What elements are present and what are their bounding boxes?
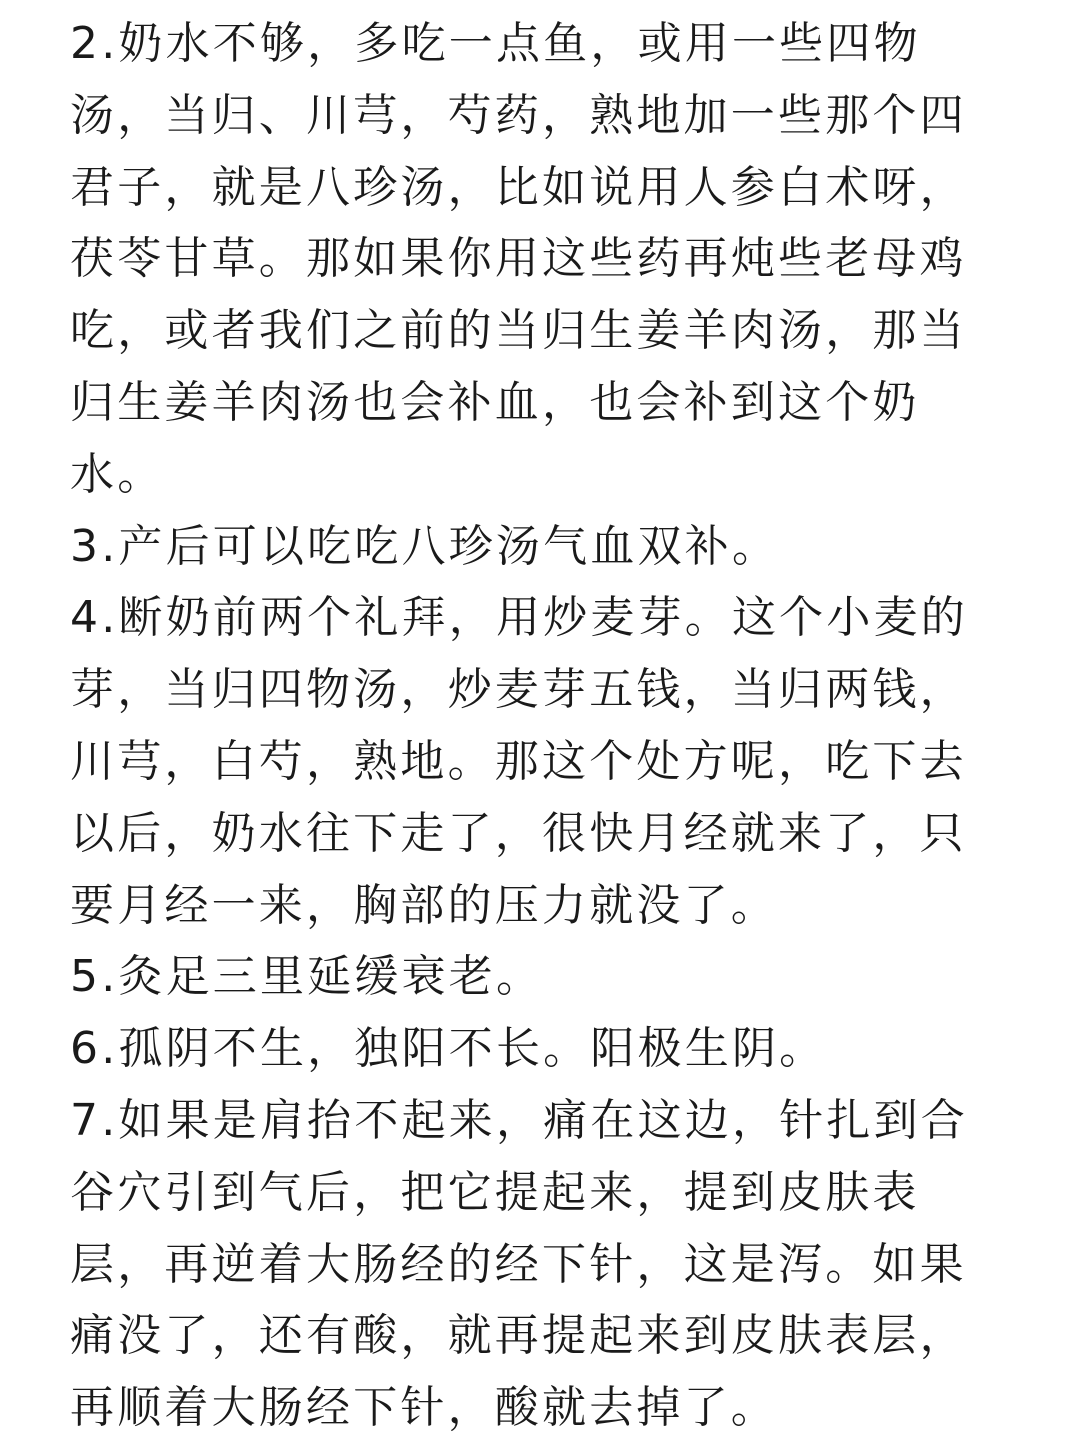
paragraph-3: 3.产后可以吃吃八珍汤气血双补。 bbox=[70, 520, 780, 572]
paragraph-2: 2.奶水不够，多吃一点鱼，或用一些四物汤，当归、川芎，芍药，熟地加一些那个四君子，就是八珍汤，比如说用人参白术呀，茯苓甘草。那如果你用这些药再炖些老母鸡吃，或者我们之前的当归生姜羊肉汤，那当归生姜羊肉汤也会补血，也会补到这个奶水。 bbox=[70, 18, 967, 500]
paragraph-6: 6.孤阴不生，独阳不长。阳极生阴。 bbox=[70, 1023, 827, 1075]
document-body bbox=[70, 8, 990, 1444]
paragraph-7: 7.如果是肩抬不起来，痛在这边，针扎到合谷穴引到气后，把它提起来，提到皮肤表层，再逆着大肠经的经下针，这是泻。如果痛没了，还有酸，就再提起来到皮肤表层，再顺着大肠经下针，酸就去掉了。 bbox=[70, 1094, 968, 1434]
paragraph-5: 5.灸足三里延缓衰老。 bbox=[70, 951, 544, 1003]
paragraph-4: 4.断奶前两个礼拜，用炒麦芽。这个小麦的芽，当归四物汤，炒麦芽五钱，当归两钱，川芎，白芍，熟地。那这个处方呢，吃下去以后，奶水往下走了，很快月经就来了，只要月经一来，胸部的压力就没了。 bbox=[70, 592, 968, 931]
